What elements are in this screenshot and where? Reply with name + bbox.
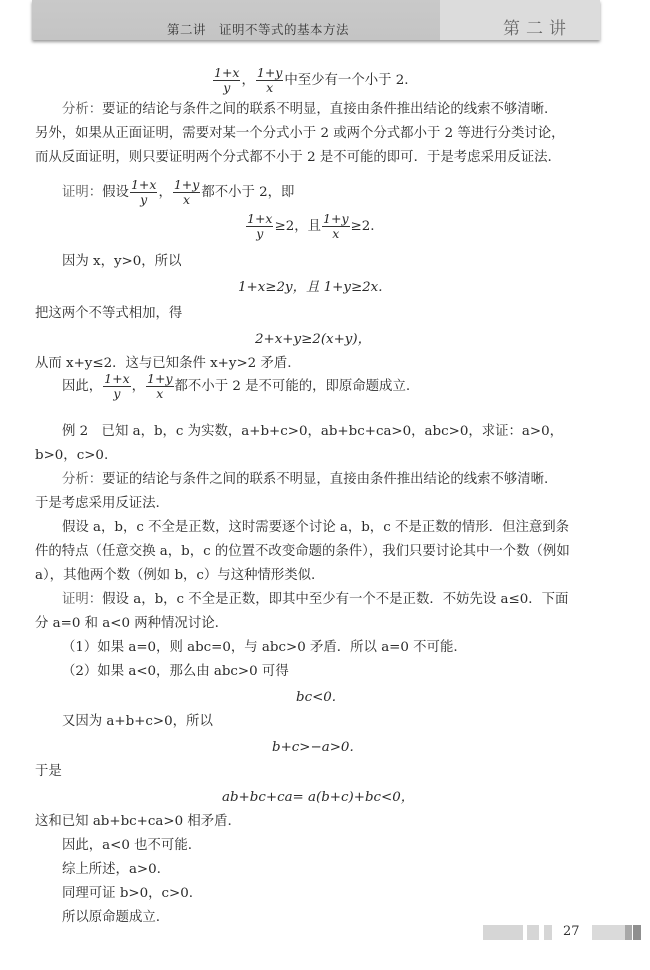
footer-decor-bar [544, 925, 552, 940]
text-line: 因此，a<0 也不可能. [62, 838, 192, 853]
example2-title: 例 2 已知 a，b，c 为实数，a+b+c>0，ab+bc+ca>0，abc>0，求证：a>0， [62, 424, 564, 439]
analysis-line: 分析：要证的结论与条件之间的联系不明显，直接由条件推出结论的线索不够清晰. [62, 472, 549, 487]
text-line: a），其他两个数（例如 b，c）与这种情形类似. [35, 568, 316, 583]
fraction: $\frac{1+x}{y}$ [214, 65, 240, 95]
chapter-header-banner [32, 0, 600, 40]
header-title: 第二讲 证明不等式的基本方法 [167, 22, 350, 37]
analysis-line: 于是考虑采用反证法. [35, 496, 160, 511]
case-line: （1）如果 a=0，则 abc=0，与 abc>0 矛盾．所以 a=0 不可能. [62, 640, 458, 655]
text-line: 于是 [35, 764, 62, 779]
footer-decor-bar [527, 925, 539, 940]
text-line: 同理可证 b>0，c>0. [62, 886, 194, 901]
text-line: 所以原命题成立. [62, 910, 160, 925]
example2-title-cont: b>0，c>0. [35, 448, 109, 463]
text-line: 这和已知 ab+bc+ca>0 相矛盾. [35, 814, 232, 829]
footer-decor-bar [592, 925, 625, 940]
text-line: 把这两个不等式相加，得 [35, 306, 183, 321]
text-line: 综上所述，a>0. [62, 862, 161, 877]
math-display: 2+x+y≥2(x+y)， [255, 332, 371, 347]
case-line: （2）如果 a<0，那么由 abc>0 可得 [62, 664, 289, 679]
text-line: 从而 x+y≤2．这与已知条件 x+y>2 矛盾. [35, 356, 292, 371]
footer-decor-bar [483, 925, 523, 940]
math-display: b+c>−a>0. [272, 740, 354, 755]
conclusion-line: 因此， $\frac{1+x}{y}$ ， $\frac{1+y}{x}$ 都不小于 2 是不可能的，即原命题成立. [62, 371, 411, 401]
footer-decor-bar [625, 925, 632, 940]
math-display: bc<0. [296, 690, 337, 705]
proof-line: 证明：假设 a，b，c 不全是正数，即其中至少有一个不是正数．不妨先设 a≤0．下面 [62, 592, 569, 607]
chapter-tag: 第二讲 [503, 19, 572, 39]
fraction: $\frac{1+y}{x}$ [256, 65, 283, 95]
proof-line: 证明：假设 $\frac{1+x}{y}$ ， $\frac{1+y}{x}$ 都不小于 2，即 [62, 177, 295, 207]
text-line: 件的特点（任意交换 a，b，c 的位置不改变命题的条件），我们只要讨论其中一个数（例如 [35, 544, 570, 559]
page-number: 27 [563, 924, 580, 939]
analysis-line: 另外，如果从正面证明，需要对某一个分式小于 2 或两个分式都小于 2 等进行分类讨论， [35, 126, 565, 141]
analysis-line: 分析：要证的结论与条件之间的联系不明显，直接由条件推出结论的线索不够清晰. [62, 102, 549, 117]
math-display: 1+x≥2y，且 1+y≥2x. [238, 280, 383, 295]
footer-decor-bar [633, 925, 641, 940]
text-line: 假设 a，b，c 不全是正数，这时需要逐个讨论 a，b，c 不是正数的情形．但注意到条 [62, 520, 570, 535]
inequality-display: $\frac{1+x}{y}$ ≥2，且 $\frac{1+y}{x}$ ≥2. [247, 211, 375, 241]
analysis-line: 而从反面证明，则只要证明两个分式都不小于 2 是不可能的即可．于是考虑采用反证法. [35, 150, 552, 165]
text-line: 因为 x，y>0，所以 [62, 254, 182, 269]
text-line: 又因为 a+b+c>0，所以 [62, 714, 213, 729]
math-display: ab+bc+ca= a(b+c)+bc<0， [222, 790, 415, 805]
example1-statement: $\frac{1+x}{y}$ ， $\frac{1+y}{x}$ 中至少有一个小于 2. [214, 65, 409, 95]
proof-line: 分 a=0 和 a<0 两种情况讨论. [35, 616, 219, 631]
